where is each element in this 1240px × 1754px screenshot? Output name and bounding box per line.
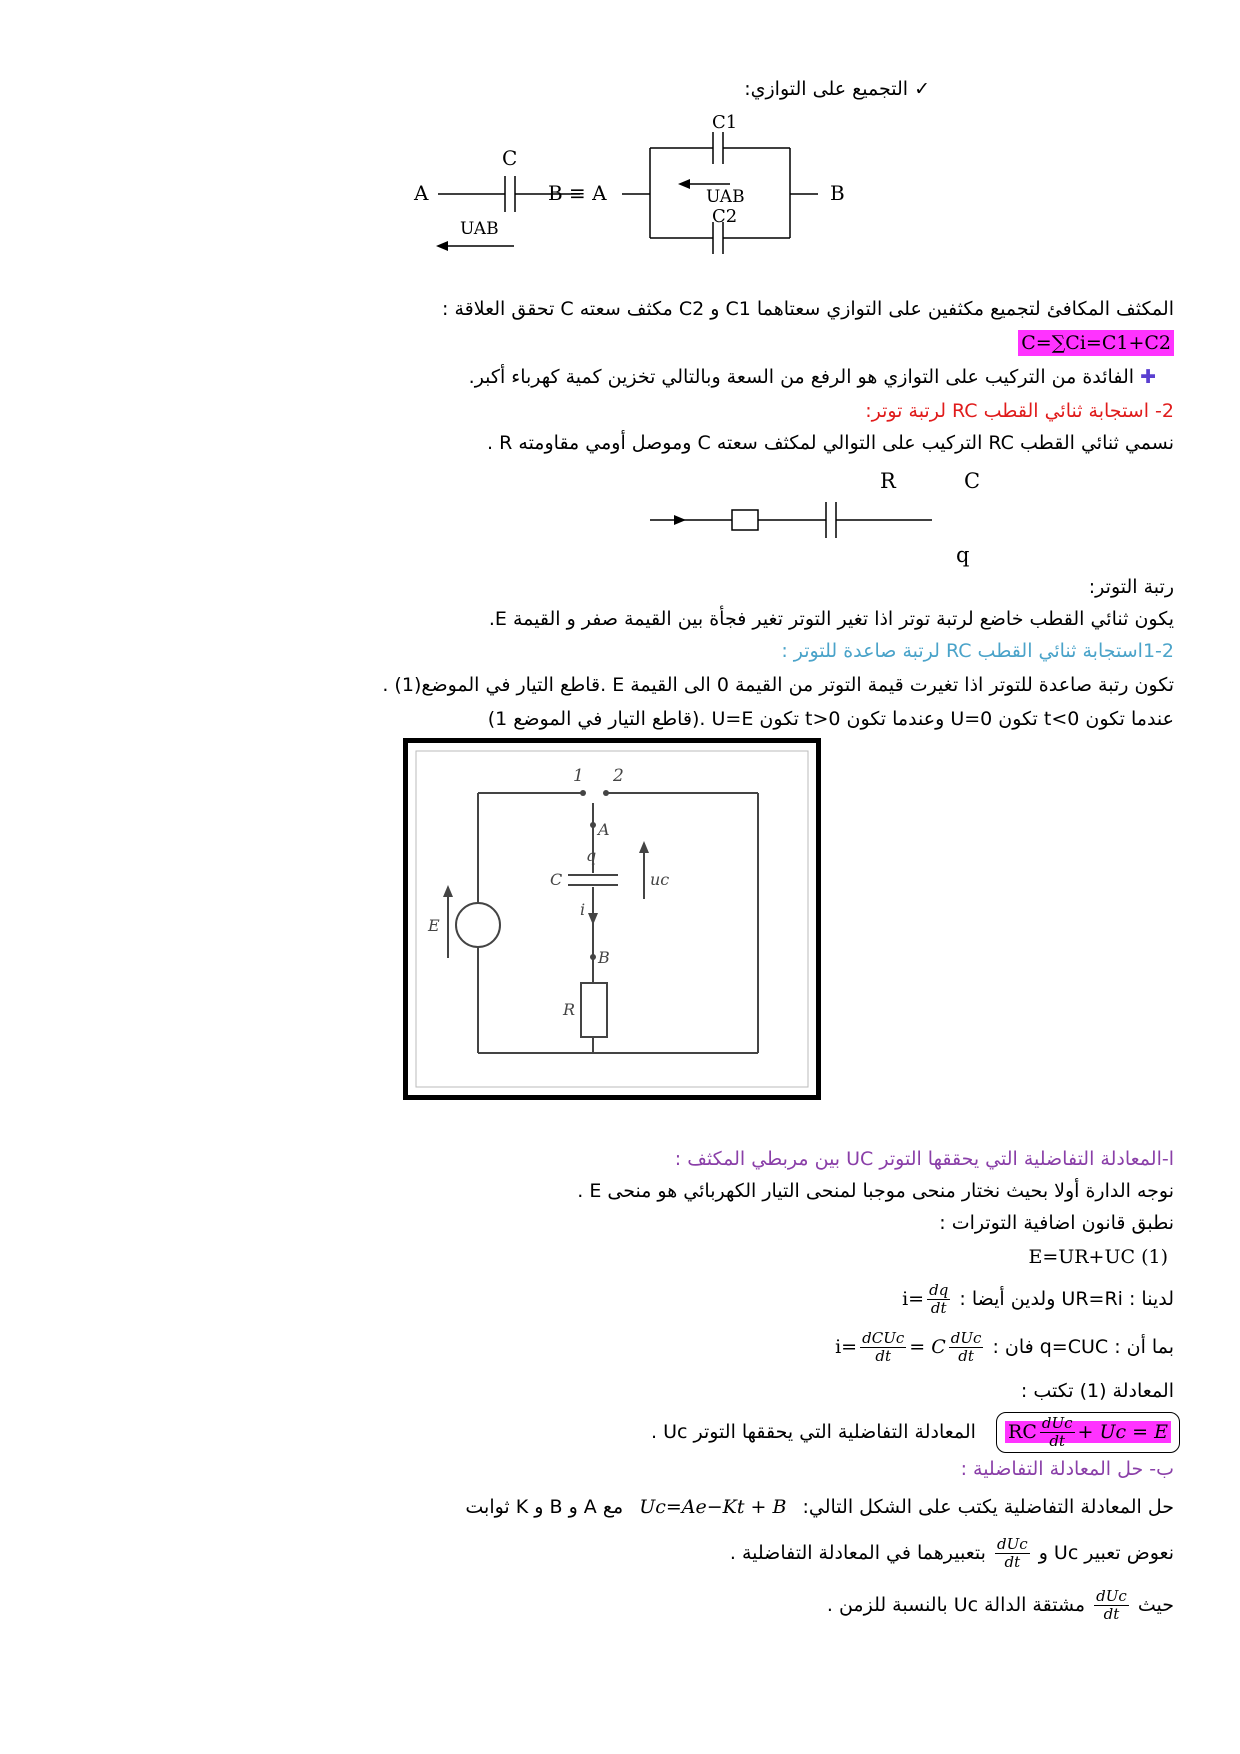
- label-b-equiv-a: B ≡ A: [548, 181, 607, 205]
- step-title: رتبة التوتر:: [1088, 576, 1174, 598]
- rc-dipole-diagram: [640, 462, 990, 572]
- rc-definition: نسمي ثنائي القطب RC التركيب على التوالي لمكثف سعته C وموصل أومي مقاومته R .: [487, 432, 1174, 454]
- orientation-text: نوجه الدارة أولا بحيث نختار منحى موجبا لمنحى التيار الكهربائي هو منحى E .: [577, 1180, 1174, 1202]
- i-dcuc-dt: i= $\frac{\text{dCUc}}{dt}$ = C $\frac{\text{dUc}}{dt}$: [835, 1329, 982, 1365]
- bullet-icon: ✚: [1140, 366, 1156, 388]
- voltage-uc: uc: [650, 870, 670, 889]
- parallel-benefit: ✚ الفائدة من التركيب على التوازي هو الرفع من السعة وبالتالي تخزين كمية كهرباء أكبر.: [468, 366, 1156, 388]
- parallel-capacitors-diagram: [400, 110, 920, 270]
- step-definition: يكون ثنائي القطب خاضع لرتبة توتر اذا تغير التوتر تغير فجأة بين القيمة صفر و القيمة E.: [488, 608, 1174, 630]
- label-c2: C2: [712, 206, 738, 227]
- node-a: A: [598, 820, 610, 839]
- fraction-dcuc-dt: $\frac{\text{dCUc}}{dt}$: [862, 1329, 905, 1365]
- solution-title: ب- حل المعادلة التفاضلية :: [960, 1458, 1174, 1480]
- label-r: R: [880, 469, 896, 493]
- rising-step-definition: تكون رتبة صاعدة للتوتر اذا تغيرت قيمة التوتر من القيمة 0 الى القيمة E .قاطع التيار في الموضع(1) .: [382, 674, 1174, 696]
- voltage-law-text: نطبق قانون اضافية التوترات :: [939, 1212, 1174, 1234]
- section2-title: 2- استجابة ثنائي القطب RC لرتبة توتر:: [865, 400, 1174, 422]
- substitution-text: نعوض تعبير Uc و $\frac{\text{dUc}}{dt}$ بتعبيرهما في المعادلة التفاضلية .: [729, 1535, 1174, 1571]
- node-b: B: [598, 948, 610, 967]
- rising-step-condition: عندما تكون t<0 تكون U=0 وعندما تكون t>0 تكون U=E .(قاطع التيار في الموضع 1): [487, 708, 1174, 730]
- label-b: B: [830, 181, 845, 205]
- fraction-duc-dt: $\frac{\text{dUc}}{dt}$: [1041, 1414, 1073, 1450]
- rc-circuit-figure: [403, 738, 821, 1100]
- equivalent-capacitor-formula: C=∑Ci=C1+C2: [1018, 330, 1174, 356]
- switch-pos-1: 1: [573, 766, 584, 786]
- solution-form: حل المعادلة التفاضلية يكتب على الشكل التالي: Uc=Ae−Kt + B مع A و B و K ثوابت: [465, 1496, 1174, 1518]
- i-dq-dt: i= $\frac{dq}{dt}$: [902, 1281, 949, 1317]
- heading-parallel: ✓ التجميع على التوازي:: [744, 78, 930, 100]
- label-uab-left: UAB: [460, 219, 499, 239]
- equation-1: (1) E=UR+UC: [1028, 1246, 1168, 1268]
- derivative-note: حيث $\frac{\text{dUc}}{dt}$ مشتقة الدالة Uc بالنسبة للزمن .: [826, 1587, 1174, 1623]
- label-c: C: [964, 469, 981, 493]
- differential-equation: RC $\frac{\text{dUc}}{dt}$ + Uc = E: [996, 1412, 1180, 1453]
- charge-relation: بما أن : q=CUC فان : i= $\frac{\text{dCUc}}{dt}$ = C $\frac{\text{dUc}}{dt}$: [835, 1329, 1174, 1365]
- fraction-duc-dt: $\frac{\text{dUc}}{dt}$: [996, 1535, 1028, 1571]
- fraction-duc-dt: $\frac{\text{dUc}}{dt}$: [950, 1329, 982, 1365]
- label-uab-right: UAB: [706, 187, 745, 207]
- fraction-dq-dt: $\frac{dq}{dt}$: [929, 1281, 949, 1317]
- label-c1: C1: [712, 112, 738, 133]
- resistor-r: R: [563, 1000, 576, 1019]
- differential-equation-row: RC $\frac{\text{dUc}}{dt}$ + Uc = E المعادلة التفاضلية التي يحققها التوتر Uc .: [651, 1412, 1180, 1453]
- checkmark-icon: ✓: [914, 78, 930, 100]
- rc-circuit-schematic: [408, 743, 816, 1095]
- label-a: A: [414, 181, 429, 205]
- charge-q: q: [586, 846, 597, 865]
- equation-1-becomes: المعادلة (1) تكتب :: [1020, 1380, 1174, 1402]
- label-q: q: [956, 543, 970, 567]
- current-definition: لدينا : UR=Ri ولدين أيضا : i= $\frac{dq}{dt}$: [902, 1281, 1174, 1317]
- diff-eq-title: ا-المعادلة التفاضلية التي يحققها التوتر UC بين مربطي المكثف :: [674, 1148, 1174, 1170]
- current-i: i: [580, 900, 586, 919]
- label-c: C: [502, 146, 518, 170]
- switch-pos-2: 2: [613, 766, 624, 786]
- source-e: E: [428, 916, 440, 935]
- cap-c: C: [550, 870, 563, 889]
- fraction-duc-dt: $\frac{\text{dUc}}{dt}$: [1096, 1587, 1127, 1623]
- section21-title: 1-2استجابة ثنائي القطب RC لرتبة صاعدة للتوتر :: [781, 640, 1174, 662]
- equivalent-capacitor-text: المكثف المكافئ لتجميع مكثفين على التوازي سعتاهما C1 و C2 مكثف سعته C تحقق العلاقة :: [442, 298, 1174, 320]
